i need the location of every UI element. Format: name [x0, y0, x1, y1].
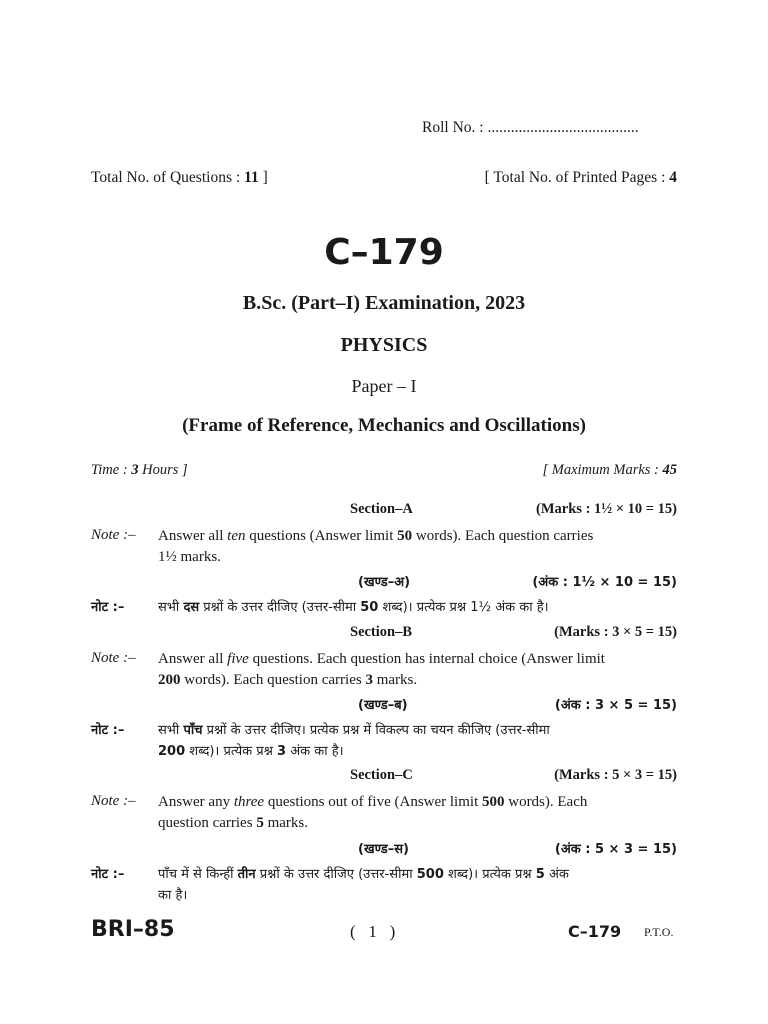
section-c-hindi-note — [158, 864, 569, 906]
text: words). Each question carries — [180, 672, 366, 688]
section-c-title: Section–C — [350, 767, 413, 783]
text: Answer any — [158, 794, 234, 810]
time-allowed — [91, 462, 188, 479]
section-b-hindi-marks: (अंक : 3 × 5 = 15) — [554, 698, 677, 713]
section-a-note-label: Note :– — [91, 527, 136, 543]
text: Answer all — [158, 651, 228, 667]
section-b-hindi-note — [158, 720, 550, 762]
total-questions-label: Total No. of Questions : — [91, 169, 245, 186]
section-b-note-label: Note :– — [91, 650, 136, 666]
printed-pages — [485, 169, 677, 187]
text: 5 — [535, 867, 545, 882]
section-a-hindi-note-label: नोट :– — [91, 600, 125, 615]
section-b-hindi-line2 — [158, 741, 550, 762]
section-a-hindi-marks: (अंक : 1½ × 10 = 15) — [532, 575, 677, 590]
text: अंक — [544, 867, 569, 882]
please-turn-over: P.T.O. — [644, 925, 674, 939]
text: 5 — [256, 815, 264, 831]
text: marks. — [372, 672, 418, 688]
text: questions (Answer limit — [245, 528, 398, 544]
section-c-note-label: Note :– — [91, 793, 136, 809]
time-label: Time : — [91, 462, 132, 478]
section-b-hindi-note-label: नोट :– — [91, 723, 125, 738]
section-b-hindi-line1 — [158, 720, 550, 741]
total-questions — [91, 169, 268, 187]
section-c-hindi-note-label: नोट :– — [91, 867, 125, 882]
text: words). Each question carries — [412, 528, 594, 544]
section-c-note-line1 — [158, 792, 652, 813]
text: शब्द)। प्रत्येक प्रश्न — [185, 744, 278, 759]
section-c-hindi-title: (खण्ड–स) — [358, 842, 409, 857]
section-a-note-line1 — [158, 526, 652, 547]
section-a-title: Section–A — [350, 501, 413, 517]
text: प्रश्नों के उत्तर दीजिए। प्रत्येक प्रश्न में विकल्प का चयन कीजिए (उत्तर-सीमा — [202, 723, 550, 738]
text: words). Each — [504, 794, 588, 810]
section-c-marks: (Marks : 5 × 3 = 15) — [554, 767, 677, 783]
roll-number: Roll No. : ....................................... — [422, 119, 639, 136]
section-a-note-line2: 1½ marks. — [158, 549, 221, 565]
text: पाँच — [183, 723, 203, 738]
section-a-marks: (Marks : 1½ × 10 = 15) — [536, 501, 677, 517]
section-b-note-line1 — [158, 649, 652, 670]
text: five — [227, 651, 249, 667]
printed-pages-label: [ Total No. of Printed Pages : — [484, 169, 670, 186]
section-a-hindi-note — [158, 597, 549, 618]
exam-title: B.Sc. (Part–I) Examination, 2023 — [242, 292, 526, 314]
text: ten — [227, 528, 246, 544]
section-b-hindi-title: (खण्ड–ब) — [358, 698, 408, 713]
text: Answer all — [158, 528, 228, 544]
text: 3 — [277, 744, 287, 759]
paper-code: C–179 — [324, 232, 444, 273]
section-b-marks: (Marks : 3 × 5 = 15) — [554, 624, 677, 640]
text: अंक का है। — [286, 744, 344, 759]
section-c-hindi-line2: का है। — [158, 888, 188, 903]
section-a-hindi-title: (खण्ड–अ) — [358, 575, 411, 590]
booklet-code: BRI–85 — [91, 917, 175, 942]
text: शब्द)। प्रत्येक प्रश्न 1½ अंक का है। — [378, 600, 549, 615]
text: दस — [183, 600, 200, 615]
section-c-note-line2 — [158, 813, 652, 834]
text: 50 — [397, 528, 413, 544]
text: 200 — [158, 672, 181, 688]
text: marks. — [263, 815, 308, 831]
section-a-note — [158, 526, 652, 568]
max-marks-label: [ Maximum Marks : — [542, 462, 663, 478]
subject-title: PHYSICS — [340, 334, 428, 356]
text: 500 — [481, 794, 505, 810]
text: question carries — [158, 815, 257, 831]
page-number: ( 1 ) — [350, 922, 396, 941]
text: सभी — [158, 723, 184, 738]
text: questions. Each question has internal choice (Answer limit — [248, 651, 605, 667]
text: 200 — [158, 744, 186, 759]
total-questions-value: 11 — [244, 169, 259, 186]
time-value: 3 — [131, 462, 139, 478]
printed-pages-value: 4 — [669, 169, 677, 186]
maximum-marks — [542, 462, 677, 479]
text: 500 — [416, 867, 444, 882]
max-marks-value: 45 — [662, 462, 677, 478]
paper-topic: (Frame of Reference, Mechanics and Oscillations) — [182, 415, 586, 436]
text: questions out of five (Answer limit — [264, 794, 482, 810]
section-c-note — [158, 792, 652, 834]
total-questions-end: ] — [258, 169, 268, 186]
time-unit: Hours ] — [138, 462, 188, 478]
paper-number: Paper – I — [351, 376, 417, 396]
section-c-hindi-line1 — [158, 864, 569, 885]
footer-paper-code: C–179 — [568, 922, 622, 941]
text: सभी — [158, 600, 184, 615]
text: 50 — [360, 600, 379, 615]
section-c-hindi-marks: (अंक : 5 × 3 = 15) — [554, 842, 677, 857]
section-b-note-line2 — [158, 670, 652, 691]
text: तीन — [237, 867, 256, 882]
text: three — [233, 794, 265, 810]
text: प्रश्नों के उत्तर दीजिए (उत्तर-सीमा — [199, 600, 361, 615]
text: पाँच में से किन्हीं — [158, 867, 238, 882]
text: 3 — [365, 672, 373, 688]
text: प्रश्नों के उत्तर दीजिए (उत्तर-सीमा — [255, 867, 417, 882]
text: शब्द)। प्रत्येक प्रश्न — [443, 867, 536, 882]
section-b-note — [158, 649, 652, 691]
section-b-title: Section–B — [350, 624, 413, 640]
